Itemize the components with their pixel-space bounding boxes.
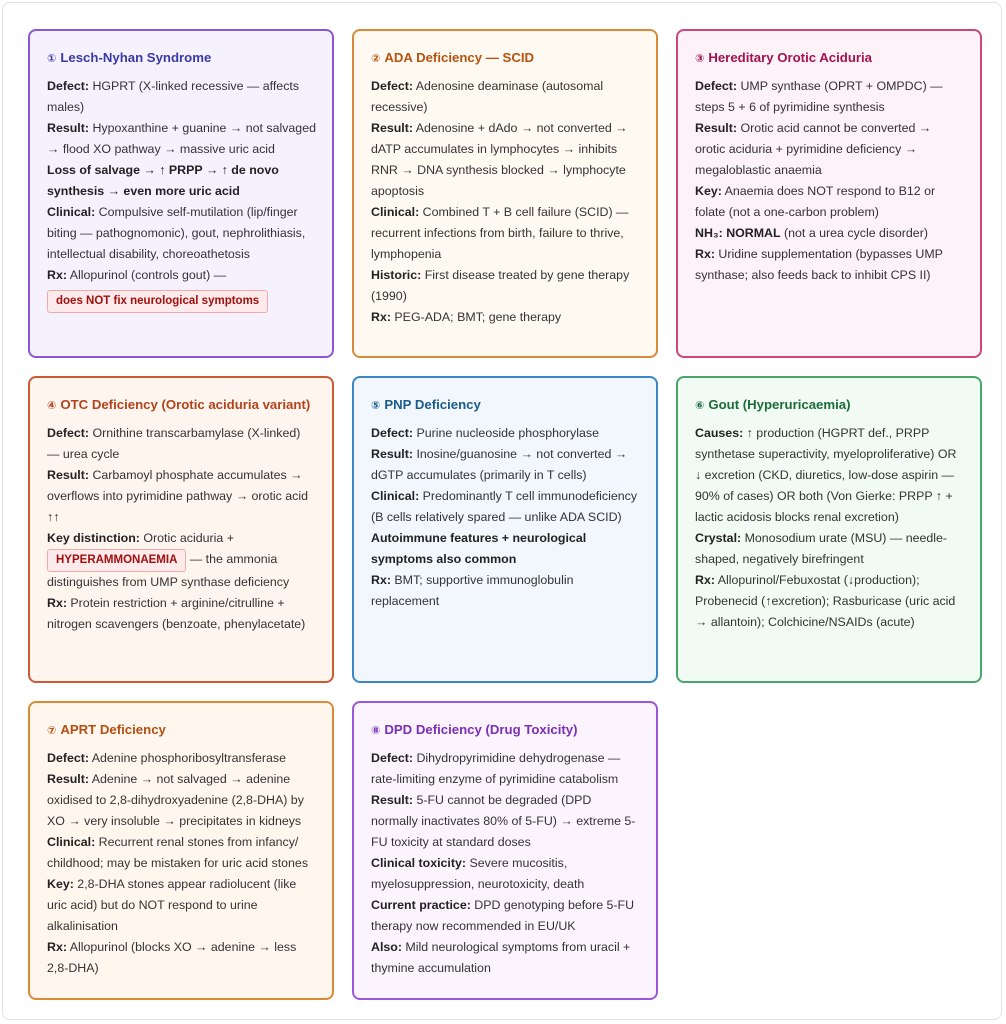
line-defect: Defect: Dihydropyrimidine dehydrogenase — rate-limiting enzyme of pyrimidine catabolism xyxy=(371,751,621,786)
card-lesch-nyhan xyxy=(28,29,334,358)
card-title xyxy=(371,47,640,70)
line-defect: Defect: Purine nucleoside phosphorylase xyxy=(371,426,599,440)
line-result: Result: Hypoxanthine + guanine → not salvaged → flood XO pathway → massive uric acid xyxy=(47,121,316,156)
card-number: ⑥ xyxy=(695,400,705,412)
card-number: ④ xyxy=(47,400,57,412)
line-clinical: Clinical: Predominantly T cell immunodeficiency (B cells relatively spared — unlike ADA SCID) xyxy=(371,489,638,524)
line-causes: Causes: ↑ production (HGPRT def., PRPP synthetase superactivity, myeloproliferative) OR ↓ excretion (CKD, diuretics, low-dose aspirin — 90% of cases) OR both (Von Gierke: PRPP ↑ + lactic acidosis blocks renal excretion) xyxy=(695,426,957,524)
line-historic: Historic: First disease treated by gene therapy (1990) xyxy=(371,268,630,303)
card-orotic-aciduria xyxy=(676,29,982,358)
line-key-distinction: Key distinction: Orotic aciduria + xyxy=(47,531,234,545)
line-result: Result: 5-FU cannot be degraded (DPD normally inactivates 80% of 5-FU) → extreme 5-FU toxicity at standard doses xyxy=(371,793,636,849)
line-defect: Defect: UMP synthase (OPRT + OMPDC) — steps 5 + 6 of pyrimidine synthesis xyxy=(695,79,943,114)
card-number: ① xyxy=(47,53,57,65)
card-number: ⑦ xyxy=(47,725,57,737)
card-title-text: APRT Deficiency xyxy=(60,722,166,737)
card-otc-deficiency xyxy=(28,376,334,683)
card-number: ③ xyxy=(695,53,705,65)
line-result: Result: Carbamoyl phosphate accumulates → overflows into pyrimidine pathway → orotic acid ↑↑ xyxy=(47,468,309,524)
line-hyperammonaemia: HYPERAMMONAEMIA — the ammonia distinguishes from UMP synthase deficiency xyxy=(47,549,316,593)
card-title-text: Lesch-Nyhan Syndrome xyxy=(60,50,212,65)
line-current-practice: Current practice: DPD genotyping before 5-FU therapy now recommended in EU/UK xyxy=(371,898,635,933)
line-clinical-toxicity: Clinical toxicity: Severe mucositis, myelosuppression, neurotoxicity, death xyxy=(371,856,585,891)
card-title xyxy=(371,394,640,417)
warning-badge: does NOT fix neurological symptoms xyxy=(47,290,268,313)
line-rx: Rx: BMT; supportive immunoglobulin replacement xyxy=(371,573,574,608)
card-title-text: Gout (Hyperuricaemia) xyxy=(708,397,851,412)
hyperammonaemia-badge: HYPERAMMONAEMIA xyxy=(47,549,186,572)
line-ammonia: NH₃: NORMAL (not a urea cycle disorder) xyxy=(695,226,928,240)
line-also: Also: Mild neurological symptoms from uracil + thymine accumulation xyxy=(371,940,631,975)
card-number: ⑤ xyxy=(371,400,381,412)
card-dpd-deficiency xyxy=(352,701,658,1000)
line-rx: Rx: Protein restriction + arginine/citrulline + nitrogen scavengers (benzoate, phenylacetate) xyxy=(47,596,306,631)
card-pnp-deficiency xyxy=(352,376,658,683)
card-title-text: ADA Deficiency — SCID xyxy=(384,50,535,65)
line-defect: Defect: HGPRT (X-linked recessive — affects males) xyxy=(47,79,300,114)
card-title xyxy=(47,47,316,70)
line-clinical: Clinical: Compulsive self-mutilation (lip/finger biting — pathognomonic), gout, nephrolithiasis, intellectual disability, choreoathetosis xyxy=(47,205,306,261)
line-defect: Defect: Adenine phosphoribosyltransferase xyxy=(47,751,287,765)
card-number: ⑧ xyxy=(371,725,381,737)
card-title xyxy=(47,394,316,417)
line-clinical: Clinical: Combined T + B cell failure (SCID) — recurrent infections from birth, failure to thrive, lymphopenia xyxy=(371,205,629,261)
card-aprt-deficiency xyxy=(28,701,334,1000)
card-ada-deficiency xyxy=(352,29,658,358)
line-defect: Defect: Adenosine deaminase (autosomal recessive) xyxy=(371,79,604,114)
card-title xyxy=(371,719,640,742)
card-number: ② xyxy=(371,53,381,65)
line-result: Result: Orotic acid cannot be converted → orotic aciduria + pyrimidine deficiency → megaloblastic anaemia xyxy=(695,121,932,177)
card-title-text: PNP Deficiency xyxy=(384,397,481,412)
card-title-text: Hereditary Orotic Aciduria xyxy=(708,50,872,65)
line-crystal: Crystal: Monosodium urate (MSU) — needle-shaped, negatively birefringent xyxy=(695,531,948,566)
card-gout xyxy=(676,376,982,683)
line-key: Key: 2,8-DHA stones appear radiolucent (like uric acid) but do NOT respond to urine alkalinisation xyxy=(47,877,297,933)
line-rx: Rx: Allopurinol (controls gout) — xyxy=(47,268,227,282)
line-result: Result: Inosine/guanosine → not converted → dGTP accumulates (primarily in T cells) xyxy=(371,447,628,482)
page-frame xyxy=(2,2,1002,1020)
card-title-text: DPD Deficiency (Drug Toxicity) xyxy=(384,722,578,737)
line-rx: Rx: Uridine supplementation (bypasses UMP synthase; also feeds back to inhibit CPS II) xyxy=(695,247,943,282)
line-rx: Rx: PEG-ADA; BMT; gene therapy xyxy=(371,310,562,324)
card-title xyxy=(47,719,316,742)
card-title-text: OTC Deficiency (Orotic aciduria variant) xyxy=(60,397,311,412)
line-rx: Rx: Allopurinol/Febuxostat (↓production); Probenecid (↑excretion); Rasburicase (uric acid → allantoin); Colchicine/NSAIDs (acute) xyxy=(695,573,956,629)
line-defect: Defect: Ornithine transcarbamylase (X-linked) — urea cycle xyxy=(47,426,301,461)
line-clinical: Clinical: Recurrent renal stones from infancy/ childhood; may be mistaken for uric acid stones xyxy=(47,835,309,870)
line-key: Key: Anaemia does NOT respond to B12 or folate (not a one-carbon problem) xyxy=(695,184,936,219)
line-autoimmune: Autoimmune features + neurological symptoms also common xyxy=(371,531,587,566)
card-grid xyxy=(28,29,982,1000)
line-result: Result: Adenosine + dAdo → not converted → dATP accumulates in lymphocytes → inhibits RNR → DNA synthesis blocked → lymphocyte apoptosis xyxy=(371,121,628,198)
line-rx: Rx: Allopurinol (blocks XO → adenine → less 2,8-DHA) xyxy=(47,940,297,975)
line-result: Result: Adenine → not salvaged → adenine oxidised to 2,8-dihydroxyadenine (2,8-DHA) by XO → very insoluble → precipitates in kidneys xyxy=(47,772,304,828)
line-loss-of-salvage: Loss of salvage → ↑ PRPP → ↑ de novo synthesis → even more uric acid xyxy=(47,163,279,198)
card-title xyxy=(695,394,964,417)
card-title xyxy=(695,47,964,70)
